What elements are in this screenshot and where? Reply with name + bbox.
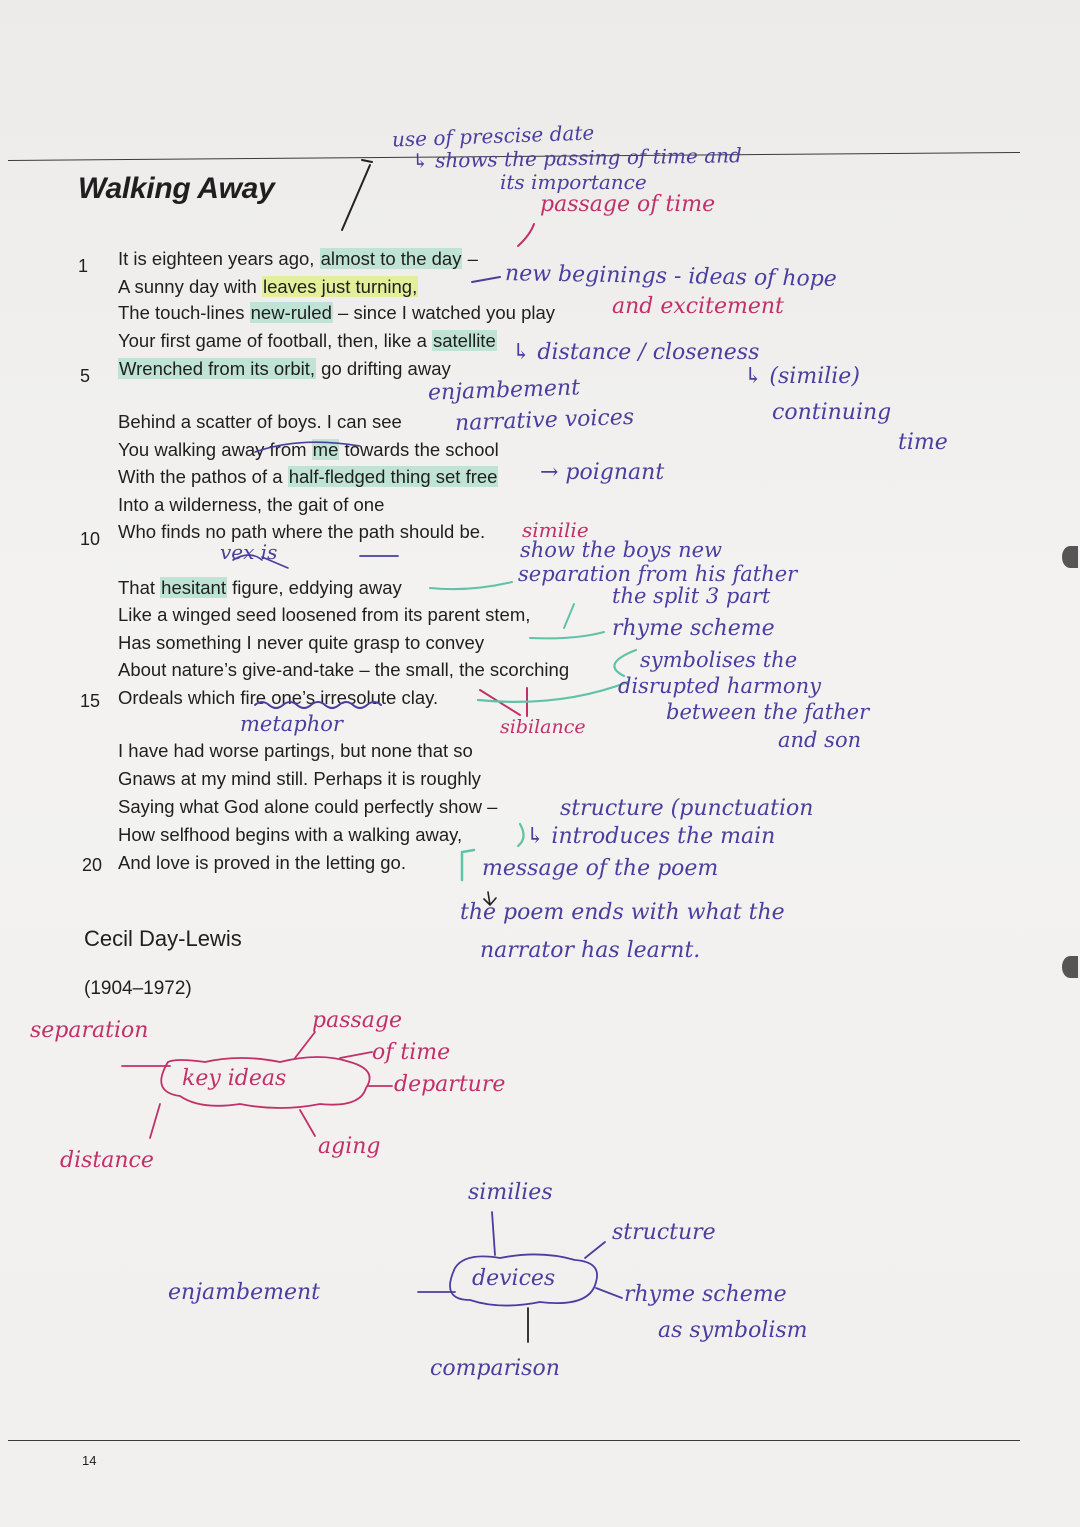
- mindmap-node: rhyme scheme: [624, 1282, 787, 1307]
- annotation: and son: [778, 728, 862, 752]
- mindmap-node: key ideas: [182, 1066, 287, 1091]
- poem-line: Into a wilderness, the gait of one: [118, 494, 385, 515]
- annotation: between the father: [666, 700, 870, 724]
- annotation: the split 3 part: [612, 584, 771, 608]
- mindmap-node: structure: [612, 1220, 716, 1245]
- annotation: time: [898, 430, 948, 455]
- mindmap-node: distance: [60, 1148, 154, 1173]
- annotation: ↳ shows the passing of time and: [411, 143, 743, 173]
- poem-line: Ordeals which fire one’s irresolute clay.: [118, 687, 439, 708]
- annotation: use of prescise date: [391, 120, 595, 152]
- poem-line: You walking away from me towards the school: [118, 439, 499, 460]
- poem-line: Behind a scatter of boys. I can see: [118, 411, 402, 432]
- poem-line: I have had worse partings, but none that so: [118, 740, 473, 761]
- binder-hole: [1062, 546, 1078, 568]
- poem-line: A sunny day with leaves just turning,: [118, 276, 418, 297]
- poem-line: Saying what God alone could perfectly show –: [118, 796, 498, 817]
- poem-line: That hesitant figure, eddying away: [118, 577, 402, 598]
- annotation: message of the poem: [482, 856, 719, 881]
- line-number: 15: [80, 691, 101, 711]
- annotation: ↳ introduces the main: [526, 824, 776, 849]
- mindmap-node: enjambement: [168, 1280, 320, 1305]
- poem-line: Who finds no path where the path should be.: [118, 521, 486, 542]
- annotation: structure (punctuation: [560, 796, 814, 821]
- poem-line: With the pathos of a half-fledged thing set free: [118, 466, 498, 487]
- poem-author: Cecil Day-Lewis: [84, 926, 242, 951]
- annotation: symbolises the: [640, 648, 798, 672]
- mindmap-node: aging: [318, 1134, 381, 1159]
- annotation: narrator has learnt.: [480, 938, 701, 963]
- poem-line: About nature’s give-and-take – the small, the scorching: [118, 659, 570, 680]
- poem-line: How selfhood begins with a walking away,: [118, 824, 463, 845]
- mindmap-node: similies: [468, 1180, 553, 1205]
- annotation: show the boys new: [520, 538, 722, 562]
- annotation: continuing: [772, 400, 892, 425]
- mindmap-node: devices: [472, 1266, 556, 1291]
- annotation: ↳ distance / closeness: [512, 340, 760, 365]
- poem-line: And love is proved in the letting go.: [118, 852, 406, 873]
- binder-hole: [1062, 956, 1078, 978]
- annotation: ↳ (similie): [744, 364, 860, 389]
- mindmap-node: comparison: [430, 1356, 560, 1381]
- line-number: 5: [80, 366, 91, 386]
- poem-line: It is eighteen years ago, almost to the day –: [118, 248, 478, 269]
- annotation: and excitement: [612, 294, 784, 319]
- annotation: vex is: [220, 540, 278, 564]
- line-number: 1: [78, 256, 89, 276]
- annotation: metaphor: [240, 712, 343, 736]
- annotation: separation from his father: [518, 562, 798, 586]
- annotation: disrupted harmony: [618, 674, 821, 698]
- line-number: 10: [80, 529, 101, 549]
- author-dates: (1904–1972): [84, 978, 192, 999]
- poem-line: Wrenched from its orbit, go drifting away: [119, 358, 451, 379]
- page-number: 14: [82, 1453, 97, 1468]
- annotation: passage of time: [540, 192, 716, 217]
- mindmap-node: as symbolism: [658, 1318, 808, 1343]
- poem-title: Walking Away: [78, 172, 275, 205]
- line-number: 20: [82, 855, 103, 875]
- annotation: the poem ends with what the: [460, 900, 785, 925]
- annotation: enjambement: [427, 375, 581, 406]
- annotation: similie: [522, 518, 589, 542]
- mindmap-node: departure: [394, 1072, 506, 1097]
- annotation: → poignant: [540, 460, 665, 485]
- annotation: narrative voices: [454, 404, 635, 437]
- mindmap-node: passage: [312, 1008, 402, 1033]
- mindmap-node: of time: [372, 1040, 451, 1065]
- poem-line: Has something I never quite grasp to convey: [118, 632, 485, 653]
- mindmap-node: separation: [30, 1018, 149, 1043]
- annotation: new beginings - ideas of hope: [504, 261, 838, 292]
- poem-line: The touch-lines new-ruled – since I watched you play: [118, 302, 556, 323]
- poem-line: Your first game of football, then, like a satellite: [118, 330, 496, 351]
- poem-line: Like a winged seed loosened from its parent stem,: [118, 604, 531, 625]
- annotation: sibilance: [500, 716, 586, 738]
- annotation: its importance: [500, 170, 647, 194]
- poem-line: Gnaws at my mind still. Perhaps it is roughly: [118, 768, 481, 789]
- annotation: rhyme scheme: [612, 616, 775, 641]
